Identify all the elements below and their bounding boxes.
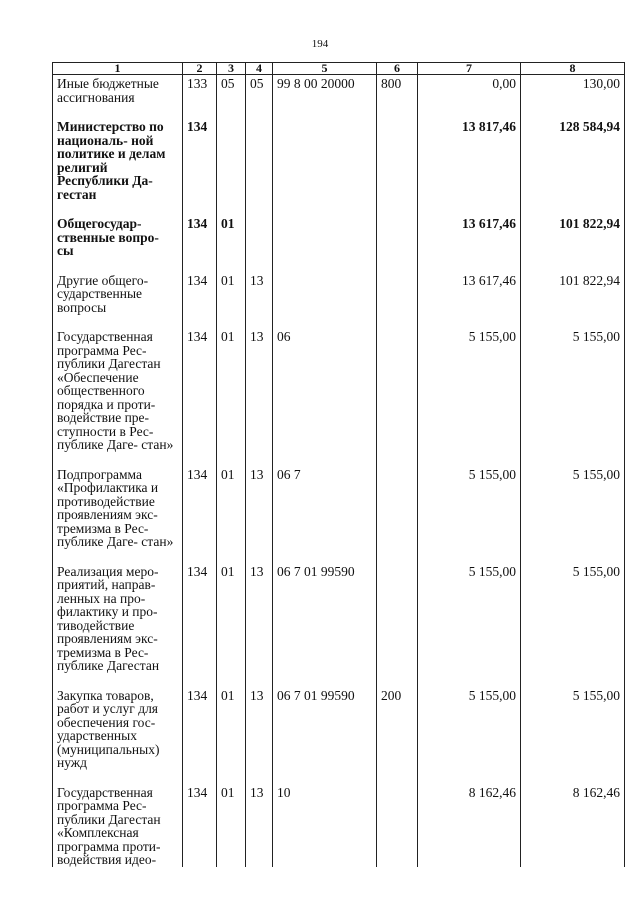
row-value-8: 5 155,00 (521, 563, 625, 687)
row-code-2: 134 (183, 272, 217, 329)
row-code-3: 05 (217, 75, 246, 119)
row-value-7: 5 155,00 (418, 466, 521, 563)
table-header-row (53, 63, 625, 75)
row-code-4: 13 (246, 272, 273, 329)
row-name: Министерство по националь- ной политике и делам религий Республики Да- гестан (53, 118, 183, 215)
row-code-5 (273, 215, 377, 272)
row-name: Закупка товаров, работ и услуг для обеспечения гос- ударственных (муниципальных) нужд (53, 687, 183, 784)
row-code-3: 01 (217, 687, 246, 784)
row-value-7: 5 155,00 (418, 687, 521, 784)
row-code-4 (246, 118, 273, 215)
row-code-4: 05 (246, 75, 273, 119)
column-header: 2 (183, 63, 217, 75)
row-code-6 (377, 118, 418, 215)
table-row (53, 466, 625, 563)
row-code-2: 134 (183, 466, 217, 563)
row-name: Другие общего- сударственные вопросы (53, 272, 183, 329)
row-value-7: 0,00 (418, 75, 521, 119)
row-code-2: 134 (183, 215, 217, 272)
row-code-3: 01 (217, 466, 246, 563)
column-header: 5 (273, 63, 377, 75)
column-header: 6 (377, 63, 418, 75)
row-code-3: 01 (217, 215, 246, 272)
row-code-4: 13 (246, 784, 273, 867)
row-code-6: 200 (377, 687, 418, 784)
row-code-5 (273, 118, 377, 215)
row-code-4: 13 (246, 563, 273, 687)
row-code-2: 134 (183, 784, 217, 867)
row-name: Государственная программа Рес- публики Дагестан «Обеспечение общественного порядка и проти- водействие пре- ступности в Рес- публике Даге- стан» (53, 328, 183, 466)
row-name: Государственная программа Рес- публики Дагестан «Комплексная программа проти- водействия идео- (53, 784, 183, 867)
row-code-2: 134 (183, 687, 217, 784)
row-code-4 (246, 215, 273, 272)
row-value-7: 5 155,00 (418, 328, 521, 466)
row-code-5: 99 8 00 20000 (273, 75, 377, 119)
row-value-8: 128 584,94 (521, 118, 625, 215)
row-code-6 (377, 784, 418, 867)
table-row (53, 784, 625, 867)
table-row (53, 272, 625, 329)
row-name: Иные бюджетные ассигнования (53, 75, 183, 119)
row-value-7: 13 817,46 (418, 118, 521, 215)
row-code-5: 06 7 01 99590 (273, 687, 377, 784)
row-code-3: 01 (217, 328, 246, 466)
row-code-5: 06 7 01 99590 (273, 563, 377, 687)
table-row (53, 75, 625, 119)
column-header: 3 (217, 63, 246, 75)
row-value-7: 5 155,00 (418, 563, 521, 687)
column-header: 1 (53, 63, 183, 75)
row-code-6 (377, 328, 418, 466)
row-code-2: 134 (183, 118, 217, 215)
row-value-8: 5 155,00 (521, 328, 625, 466)
row-code-2: 134 (183, 563, 217, 687)
row-code-6 (377, 272, 418, 329)
row-code-3: 01 (217, 272, 246, 329)
column-header: 8 (521, 63, 625, 75)
row-value-8: 5 155,00 (521, 466, 625, 563)
row-code-2: 133 (183, 75, 217, 119)
row-code-6 (377, 466, 418, 563)
column-header: 7 (418, 63, 521, 75)
table-row (53, 215, 625, 272)
row-value-8: 101 822,94 (521, 272, 625, 329)
row-value-8: 5 155,00 (521, 687, 625, 784)
row-code-6: 800 (377, 75, 418, 119)
row-value-8: 130,00 (521, 75, 625, 119)
table-row (53, 563, 625, 687)
row-code-6 (377, 563, 418, 687)
row-code-4: 13 (246, 687, 273, 784)
table-row (53, 118, 625, 215)
row-code-3: 01 (217, 563, 246, 687)
row-value-7: 13 617,46 (418, 215, 521, 272)
row-value-8: 101 822,94 (521, 215, 625, 272)
row-name: Реализация меро- приятий, направ- ленных на про- филактику и про- тиводействие проявлениям экс- тремизма в Рес- публике Дагестан (53, 563, 183, 687)
row-code-5: 06 (273, 328, 377, 466)
row-code-4: 13 (246, 466, 273, 563)
row-code-3 (217, 118, 246, 215)
row-value-7: 13 617,46 (418, 272, 521, 329)
row-code-5: 06 7 (273, 466, 377, 563)
page-number: 194 (311, 38, 329, 50)
row-code-5: 10 (273, 784, 377, 867)
row-code-2: 134 (183, 328, 217, 466)
table-row (53, 687, 625, 784)
table-row (53, 328, 625, 466)
row-code-4: 13 (246, 328, 273, 466)
row-value-7: 8 162,46 (418, 784, 521, 867)
row-value-8: 8 162,46 (521, 784, 625, 867)
row-code-3: 01 (217, 784, 246, 867)
row-name: Подпрограмма «Профилактика и противодействие проявлениям экс- тремизма в Рес- публике Даге- стан» (53, 466, 183, 563)
budget-table (52, 62, 625, 867)
column-header: 4 (246, 63, 273, 75)
row-name: Общегосудар- ственные вопро- сы (53, 215, 183, 272)
row-code-5 (273, 272, 377, 329)
row-code-6 (377, 215, 418, 272)
